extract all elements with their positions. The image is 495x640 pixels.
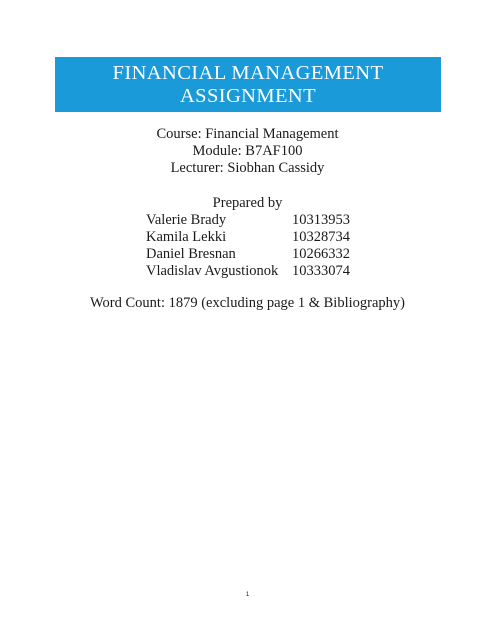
author-row	[146, 246, 350, 263]
author-name: Vladislav Avgustionok	[146, 263, 279, 279]
title-line-1: FINANCIAL MANAGEMENT	[112, 62, 384, 84]
lecturer-line: Lecturer: Siobhan Cassidy	[170, 160, 325, 176]
author-row	[146, 229, 350, 246]
page-number: 1	[245, 592, 250, 598]
prepared-by-label: Prepared by	[212, 195, 283, 211]
author-row	[146, 212, 350, 229]
author-student-id: 10313953	[292, 212, 350, 228]
author-student-id: 10333074	[292, 263, 350, 279]
author-name: Valerie Brady	[146, 212, 227, 228]
author-name: Daniel Bresnan	[146, 246, 236, 262]
author-student-id: 10266332	[292, 246, 350, 262]
module-line: Module: B7AF100	[192, 143, 303, 159]
title-banner	[55, 57, 441, 112]
word-count: Word Count: 1879 (excluding page 1 & Bibliography)	[90, 295, 405, 311]
author-list	[146, 212, 350, 280]
course-line: Course: Financial Management	[156, 126, 339, 142]
author-row	[146, 263, 350, 280]
author-student-id: 10328734	[292, 229, 350, 245]
title-line-2: ASSIGNMENT	[179, 85, 317, 107]
course-details	[0, 126, 495, 177]
author-name: Kamila Lekki	[146, 229, 227, 245]
